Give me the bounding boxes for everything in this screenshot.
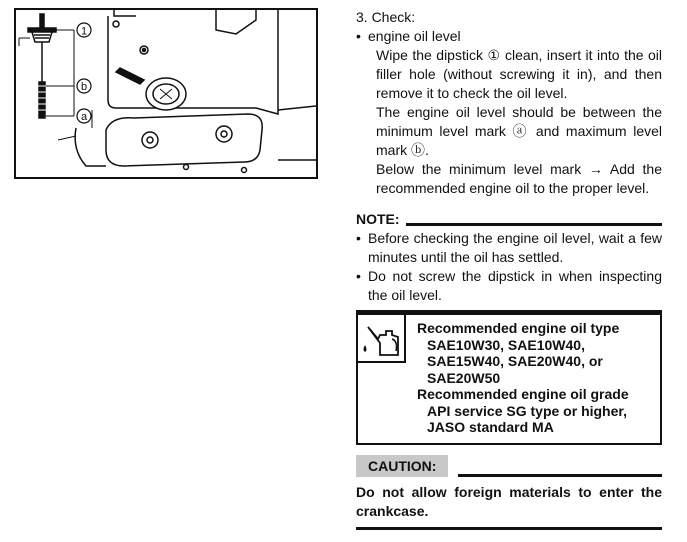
step-para-2: The engine oil level should be between the minimum level mark ⓐ and maximum level mark ⓑ. bbox=[376, 104, 662, 158]
oil-type-line: SAE20W50 bbox=[427, 369, 501, 386]
procedure-text bbox=[356, 8, 662, 313]
svg-text:1: 1 bbox=[80, 25, 88, 38]
note-heading-rule bbox=[406, 223, 662, 226]
oil-can-icon-box bbox=[358, 315, 406, 363]
svg-text:b: b bbox=[80, 81, 88, 93]
caution-text: Do not allow foreign materials to enter the crankcase. bbox=[356, 484, 662, 519]
step-item-label: engine oil level bbox=[368, 28, 461, 44]
oil-spec-box bbox=[356, 313, 662, 445]
note-label: NOTE: bbox=[356, 211, 400, 227]
callout-1 bbox=[77, 23, 91, 38]
oil-type-label: Recommended engine oil type bbox=[417, 320, 620, 336]
caution-end-rule bbox=[356, 527, 662, 530]
oil-type-line: SAE15W40, SAE20W40, or bbox=[427, 353, 603, 369]
caution-heading bbox=[356, 455, 662, 477]
oil-grade-line: JASO standard MA bbox=[427, 419, 554, 435]
callout-b bbox=[77, 79, 91, 93]
note-item: • Before checking the engine oil level, wait a few minutes until the oil has settled. bbox=[356, 229, 662, 267]
step-title: 3. Check: bbox=[356, 9, 416, 25]
note-list bbox=[356, 229, 662, 305]
callout-a bbox=[77, 109, 91, 123]
dipstick-illustration bbox=[16, 10, 316, 177]
caution-block bbox=[356, 455, 662, 530]
step-para-3: Below the minimum level mark → Add the recommended engine oil to the proper level. bbox=[376, 161, 662, 196]
caution-heading-rule bbox=[458, 474, 662, 477]
note-heading bbox=[356, 210, 662, 229]
svg-text:a: a bbox=[80, 111, 88, 123]
engine-case-drawing bbox=[58, 10, 316, 173]
oil-type-line: SAE10W30, SAE10W40, bbox=[427, 336, 585, 353]
dipstick-drawing bbox=[19, 14, 74, 118]
oil-can-icon bbox=[358, 315, 404, 361]
caution-label: CAUTION: bbox=[356, 455, 448, 477]
step-para-1: Wipe the dipstick ① clean, insert it into the oil filler hole (without screwing it in), and then remove it to check the oil level. bbox=[376, 47, 662, 101]
engine-oil-dipstick-figure bbox=[14, 8, 318, 179]
note-item: • Do not screw the dipstick in when inspecting the oil level. bbox=[356, 267, 662, 305]
oil-grade-line: API service SG type or higher, bbox=[427, 402, 627, 419]
step-item bbox=[356, 27, 662, 46]
oil-spec-text bbox=[417, 320, 629, 436]
oil-grade-label: Recommended engine oil grade bbox=[417, 386, 629, 402]
